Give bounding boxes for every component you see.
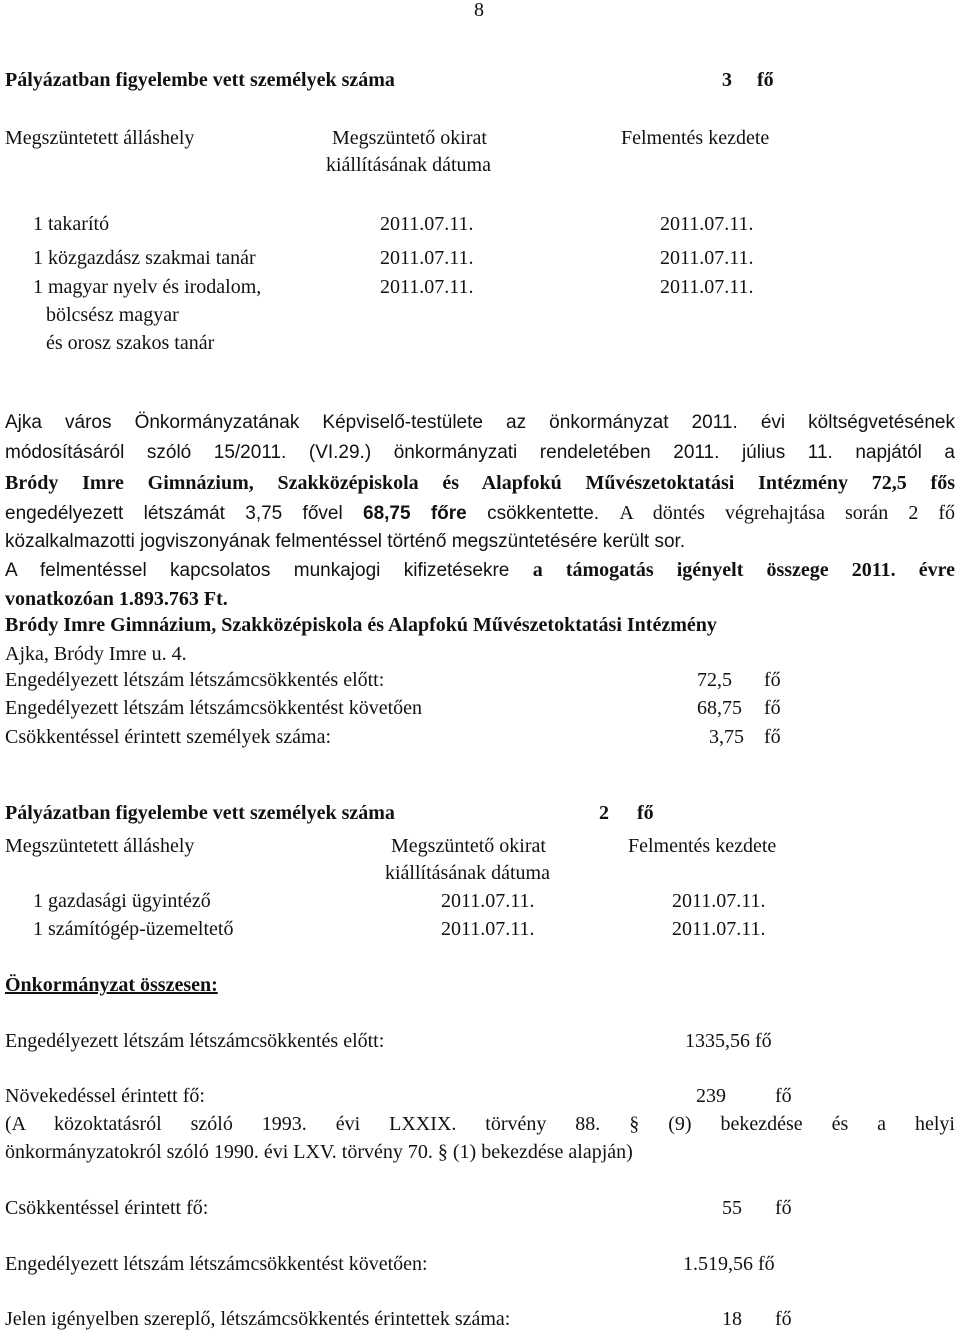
section1-row-start-date: 2011.07.11. <box>660 247 754 269</box>
institution-name: Bródy Imre Gimnázium, Szakközépiskola és Alapfokú Művészetoktatási Intézmény <box>5 614 717 636</box>
stat-value: 68,75 <box>697 697 742 719</box>
section1-row-position-cont: és orosz szakos tanár <box>46 332 215 354</box>
stat-value: 72,5 <box>697 669 732 691</box>
paragraph-line: módosításáról szóló 15/2011. (VI.29.) önkormányzati rendeletében 2011. július 11. napjától a <box>5 442 955 463</box>
section2-row-position: 1 gazdasági ügyintéző <box>33 890 211 912</box>
legal-note-line: (A közoktatásról szóló 1993. évi LXXIX. törvény 88. § (9) bekezdése és a helyi <box>5 1113 955 1135</box>
legal-note-line: önkormányzatokról szóló 1990. évi LXV. törvény 70. § (1) bekezdése alapján) <box>5 1141 633 1163</box>
section1-row-start-date: 2011.07.11. <box>660 213 754 235</box>
totals-before-label: Engedélyezett létszám létszámcsökkentés előtt: <box>5 1030 385 1052</box>
section2-row-doc-date: 2011.07.11. <box>441 890 535 912</box>
paragraph-bold-text: a támogatás igényelt összege 2011. évre <box>532 559 956 581</box>
paragraph-text: csökkentette. <box>487 503 600 524</box>
paragraph-bold-text: 68,75 főre <box>363 503 467 524</box>
totals-affected-label: Jelen igényelben szereplő, létszámcsökkentés érintettek száma: <box>5 1308 511 1330</box>
institution-address: Ajka, Bródy Imre u. 4. <box>5 643 187 665</box>
section1-heading: Pályázatban figyelembe vett személyek száma <box>5 69 395 91</box>
section2-row-start-date: 2011.07.11. <box>672 890 766 912</box>
section2-row-position: 1 számítógép-üzemeltető <box>33 918 234 940</box>
section2-heading: Pályázatban figyelembe vett személyek száma <box>5 802 395 824</box>
section1-row-position: 1 közgazdász szakmai tanár <box>33 247 256 269</box>
totals-after-label: Engedélyezett létszám létszámcsökkentést követően: <box>5 1253 428 1275</box>
totals-affected-unit: fő <box>775 1308 792 1330</box>
paragraph-line: közalkalmazotti jogviszonyának felmentéssel történő megszüntetésére került sor. <box>5 531 686 552</box>
section1-row-doc-date: 2011.07.11. <box>380 247 474 269</box>
section1-col-doc-date: Megszüntető okirat <box>332 127 487 149</box>
section1-count: 3 <box>722 69 732 91</box>
section1-unit: fő <box>757 69 774 91</box>
section2-count: 2 <box>599 802 609 824</box>
totals-affected-value: 18 <box>722 1308 742 1330</box>
section1-row-position-cont: bölcsész magyar <box>46 304 179 326</box>
paragraph-line <box>5 560 955 580</box>
section1-row-doc-date: 2011.07.11. <box>380 276 474 298</box>
section1-col-doc-date-line2: kiállításának dátuma <box>326 154 491 176</box>
paragraph-line <box>5 503 955 523</box>
paragraph-text: A felmentéssel kapcsolatos munkajogi kifizetésekre <box>5 560 510 581</box>
section2-col-start-date: Felmentés kezdete <box>628 835 777 857</box>
section1-col-start-date: Felmentés kezdete <box>621 127 770 149</box>
section2-col-position: Megszüntetett álláshely <box>5 835 195 857</box>
page-number: 8 <box>474 0 484 21</box>
stat-label: Engedélyezett létszám létszámcsökkentést követően <box>5 697 423 719</box>
stat-unit: fő <box>764 669 781 691</box>
paragraph-text: engedélyezett létszámát 3,75 fővel <box>5 503 343 524</box>
stat-unit: fő <box>764 697 781 719</box>
paragraph-line-amount: vonatkozóan 1.893.763 Ft. <box>5 588 228 610</box>
section2-col-doc-date-line2: kiállításának dátuma <box>385 862 550 884</box>
stat-value: 3,75 <box>709 726 744 748</box>
totals-reduced-label: Csökkentéssel érintett fő: <box>5 1197 209 1219</box>
totals-heading: Önkormányzat összesen: <box>5 974 218 996</box>
paragraph-line-institution: Bródy Imre Gimnázium, Szakközépiskola és Alapfokú Művészetoktatási Intézmény 72,5 fős <box>5 472 955 494</box>
paragraph-text: A döntés végrehajtása során 2 fő <box>619 502 956 524</box>
totals-growth-unit: fő <box>775 1085 792 1107</box>
totals-reduced-value: 55 <box>722 1197 742 1219</box>
stat-label: Engedélyezett létszám létszámcsökkentés előtt: <box>5 669 385 691</box>
totals-after-value: 1.519,56 fő <box>683 1253 775 1275</box>
section2-row-doc-date: 2011.07.11. <box>441 918 535 940</box>
section2-row-start-date: 2011.07.11. <box>672 918 766 940</box>
section1-row-doc-date: 2011.07.11. <box>380 213 474 235</box>
totals-reduced-unit: fő <box>775 1197 792 1219</box>
section1-col-position: Megszüntetett álláshely <box>5 127 195 149</box>
totals-before-value: 1335,56 fő <box>685 1030 772 1052</box>
section1-row-position: 1 magyar nyelv és irodalom, <box>33 276 262 298</box>
totals-growth-value: 239 <box>696 1085 726 1107</box>
totals-growth-label: Növekedéssel érintett fő: <box>5 1085 205 1107</box>
section2-col-doc-date: Megszüntető okirat <box>391 835 546 857</box>
section1-row-start-date: 2011.07.11. <box>660 276 754 298</box>
stat-label: Csökkentéssel érintett személyek száma: <box>5 726 332 748</box>
paragraph-line: Ajka város Önkormányzatának Képviselő-testülete az önkormányzat 2011. évi költségvetésének <box>5 412 955 433</box>
section2-unit: fő <box>637 802 654 824</box>
stat-unit: fő <box>764 726 781 748</box>
section1-row-position: 1 takarító <box>33 213 110 235</box>
